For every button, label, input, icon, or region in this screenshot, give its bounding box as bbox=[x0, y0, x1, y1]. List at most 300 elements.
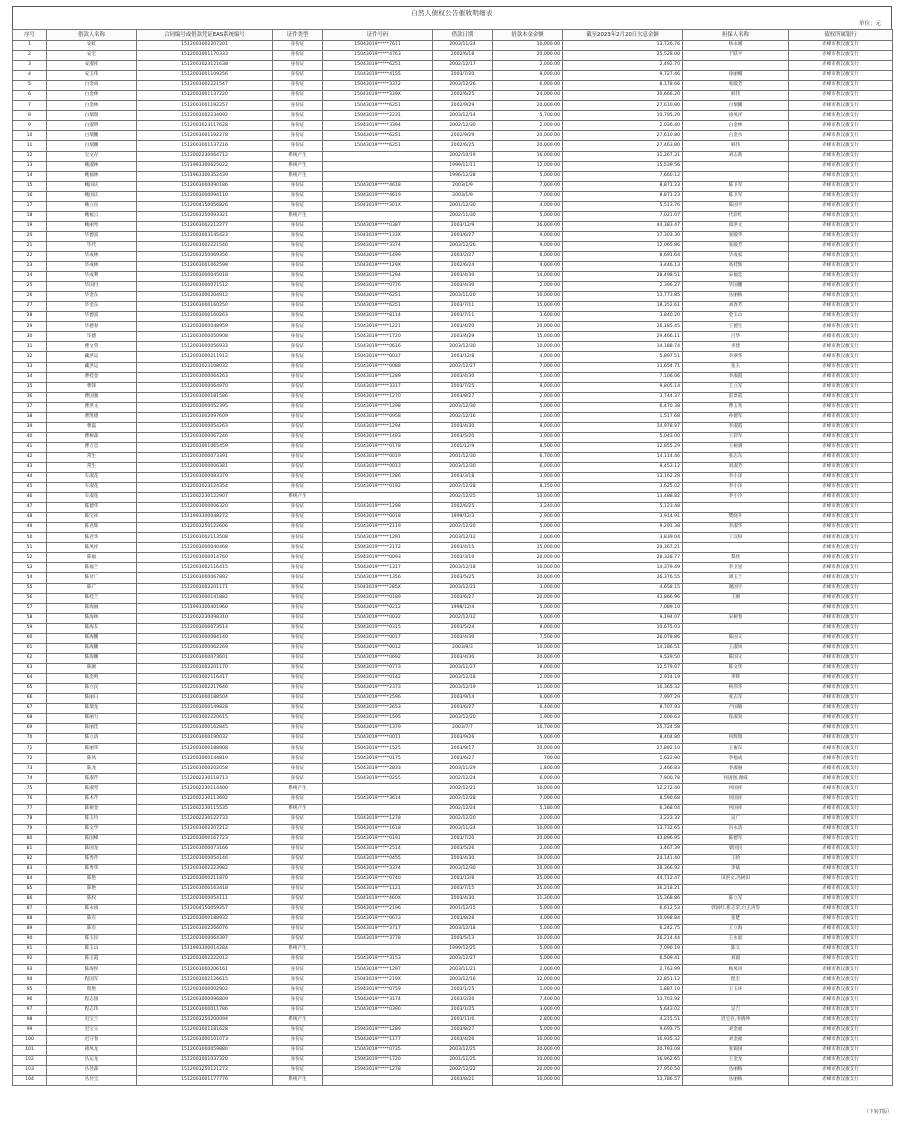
bank-branch: 赤峰市敖汉旗支行 bbox=[789, 51, 893, 61]
loan-date: 2003/5/13 bbox=[433, 935, 493, 945]
id-number: 15043019*****1289 bbox=[323, 372, 433, 382]
loan-date: 1999/11/11 bbox=[433, 161, 493, 171]
table-row bbox=[13, 493, 893, 503]
document-title: 自然人债权公告催收明细表 bbox=[12, 6, 892, 19]
contract-number: 1512003001192257 bbox=[137, 101, 273, 111]
id-type: 身份证 bbox=[273, 874, 323, 884]
principal-amount: 10,000.00 bbox=[493, 41, 563, 51]
interest-owed: 14,379.49 bbox=[563, 563, 683, 573]
interest-owed: 3,223.32 bbox=[563, 814, 683, 824]
contract-number: 1512002230098310 bbox=[137, 613, 273, 623]
contract-number: 1512003003145423 bbox=[137, 231, 273, 241]
loan-date: 2003/7/7 bbox=[433, 724, 493, 734]
table-row bbox=[13, 905, 893, 915]
guarantor-name: 宋福忠 bbox=[683, 272, 789, 282]
row-index: 86 bbox=[13, 894, 47, 904]
id-type: 身份证 bbox=[273, 724, 323, 734]
loan-date: 2003/12/25 bbox=[433, 1045, 493, 1055]
table-row bbox=[13, 794, 893, 804]
contract-number: 1512003000073514 bbox=[137, 623, 273, 633]
bank-branch: 赤峰市敖汉旗支行 bbox=[789, 171, 893, 181]
guarantor-name: 王树满 bbox=[683, 442, 789, 452]
bank-branch: 赤峰市敖汉旗支行 bbox=[789, 262, 893, 272]
row-index: 84 bbox=[13, 874, 47, 884]
loan-date: 2003/5/25 bbox=[433, 573, 493, 583]
table-row bbox=[13, 282, 893, 292]
row-index: 40 bbox=[13, 432, 47, 442]
bank-branch: 赤峰市敖汉旗支行 bbox=[789, 1015, 893, 1025]
interest-owed: 5,643.02 bbox=[563, 1005, 683, 1015]
id-number: 15043019*****1595 bbox=[323, 714, 433, 724]
borrower-name: 陈宝祥 bbox=[47, 513, 137, 523]
loan-date: 2003/9/3 bbox=[433, 643, 493, 653]
guarantor-name: 刘金福 bbox=[683, 1025, 789, 1035]
principal-amount: 20,000.00 bbox=[493, 834, 563, 844]
bank-branch: 赤峰市敖汉旗支行 bbox=[789, 131, 893, 141]
principal-amount: 11,000.00 bbox=[493, 684, 563, 694]
id-number: 15043019*****3778 bbox=[323, 935, 433, 945]
loan-date: 2003/4/30 bbox=[433, 894, 493, 904]
bank-branch: 赤峰市敖汉旗支行 bbox=[789, 884, 893, 894]
interest-owed: 13,162.28 bbox=[563, 473, 683, 483]
interest-owed: 44,383.47 bbox=[563, 221, 683, 231]
contract-number: 1512003000101073 bbox=[137, 1035, 273, 1045]
col-header: 担保人名称 bbox=[683, 30, 789, 41]
row-index: 87 bbox=[13, 905, 47, 915]
borrower-name: 陈玉玲 bbox=[47, 814, 137, 824]
id-number: 15043019*****2231 bbox=[323, 111, 433, 121]
table-row bbox=[13, 523, 893, 533]
row-index: 16 bbox=[13, 191, 47, 201]
id-type: 身份证 bbox=[273, 121, 323, 131]
id-type: 身份证 bbox=[273, 71, 323, 81]
loan-date: 2003/4/30 bbox=[433, 372, 493, 382]
contract-number: 1512003000054146 bbox=[137, 854, 273, 864]
interest-owed: 20,793.08 bbox=[563, 1045, 683, 1055]
row-index: 31 bbox=[13, 342, 47, 352]
borrower-name: 毕成利 bbox=[47, 272, 137, 282]
interest-owed: 16,962.65 bbox=[563, 1055, 683, 1065]
loan-date: 2003/1/25 bbox=[433, 985, 493, 995]
row-index: 97 bbox=[13, 1005, 47, 1015]
principal-amount: 5,000.00 bbox=[493, 905, 563, 915]
id-number: 15043019*****2596 bbox=[323, 694, 433, 704]
table-row bbox=[13, 352, 893, 362]
table-row bbox=[13, 171, 893, 181]
loan-date: 2002/12/27 bbox=[433, 362, 493, 372]
id-number: 15043019*****0958 bbox=[323, 412, 433, 422]
interest-owed: 13,786.57 bbox=[563, 1075, 683, 1085]
contract-number: 1512003000160263 bbox=[137, 312, 273, 322]
bank-branch: 赤峰市敖汉旗支行 bbox=[789, 91, 893, 101]
row-index: 74 bbox=[13, 774, 47, 784]
borrower-name: 丛付宝 bbox=[47, 1075, 137, 1085]
id-type: 身份证 bbox=[273, 553, 323, 563]
contract-number: 1512003001192278 bbox=[137, 131, 273, 141]
loan-date: 2003/7/15 bbox=[433, 884, 493, 894]
row-index: 90 bbox=[13, 935, 47, 945]
borrower-name: 陈君辉 bbox=[47, 523, 137, 533]
table-row bbox=[13, 372, 893, 382]
id-type: 身份证 bbox=[273, 312, 323, 322]
id-type: 身份证 bbox=[273, 452, 323, 462]
guarantor-name: 李卫星 bbox=[683, 563, 789, 573]
guarantor-name: 丛丽梅 bbox=[683, 292, 789, 302]
contract-number: 1512003000056933 bbox=[137, 342, 273, 352]
bank-branch: 赤峰市敖汉旗支行 bbox=[789, 452, 893, 462]
row-index: 101 bbox=[13, 1045, 47, 1055]
id-number: 15043019*****0759 bbox=[323, 985, 433, 995]
contract-number: 1512003000073391 bbox=[137, 452, 273, 462]
interest-owed: 2,914.19 bbox=[563, 673, 683, 683]
row-index: 93 bbox=[13, 965, 47, 975]
id-type: 身份证 bbox=[273, 704, 323, 714]
contract-number: 1512003000006381 bbox=[137, 462, 273, 472]
loan-date: 2003/7/25 bbox=[433, 382, 493, 392]
bank-branch: 赤峰市敖汉旗支行 bbox=[789, 1035, 893, 1045]
id-type: 身份证 bbox=[273, 573, 323, 583]
principal-amount: 3,000.00 bbox=[493, 1005, 563, 1015]
table-header-row bbox=[13, 30, 893, 41]
contract-number: 1512003000167723 bbox=[137, 834, 273, 844]
borrower-name: 鲍福云 bbox=[47, 211, 137, 221]
row-index: 27 bbox=[13, 302, 47, 312]
interest-owed: 14,186.51 bbox=[563, 643, 683, 653]
loan-date: 2003/5/20 bbox=[433, 432, 493, 442]
interest-owed: 7,021.07 bbox=[563, 211, 683, 221]
guarantor-name: 曹玉兆 bbox=[683, 402, 789, 412]
borrower-name: 陈文学 bbox=[47, 824, 137, 834]
principal-amount: 16,700.00 bbox=[493, 724, 563, 734]
borrower-name: 曹万忠 bbox=[47, 442, 137, 452]
bank-branch: 赤峰市敖汉旗支行 bbox=[789, 794, 893, 804]
principal-amount: 14,000.00 bbox=[493, 272, 563, 282]
id-type: 身份证 bbox=[273, 332, 323, 342]
id-number: 15043019*****8114 bbox=[323, 312, 433, 322]
bank-branch: 赤峰市敖汉旗支行 bbox=[789, 864, 893, 874]
id-number: 15043019*****0017 bbox=[323, 633, 433, 643]
guarantor-name bbox=[683, 623, 789, 633]
guarantor-name: 陈义 bbox=[683, 945, 789, 955]
loan-date: 2003/12/12 bbox=[433, 533, 493, 543]
bank-branch: 赤峰市敖汉旗支行 bbox=[789, 583, 893, 593]
interest-owed: 44,712.47 bbox=[563, 874, 683, 884]
bank-branch: 赤峰市敖汉旗支行 bbox=[789, 432, 893, 442]
bank-branch: 赤峰市敖汉旗支行 bbox=[789, 523, 893, 533]
loan-date: 2003/2/27 bbox=[433, 251, 493, 261]
borrower-name: 丛付森 bbox=[47, 1065, 137, 1075]
borrower-name: 陈金鸣 bbox=[47, 673, 137, 683]
borrower-name: 白金林 bbox=[47, 91, 137, 101]
row-index: 2 bbox=[13, 51, 47, 61]
borrower-name: 白瑞鹏 bbox=[47, 131, 137, 141]
contract-number: 1512003002223982 bbox=[137, 864, 273, 874]
interest-owed: 26,185.45 bbox=[563, 322, 683, 332]
interest-owed: 3,625.02 bbox=[563, 483, 683, 493]
table-row bbox=[13, 412, 893, 422]
id-number bbox=[323, 1015, 433, 1025]
borrower-name: 丛运龙 bbox=[47, 1055, 137, 1065]
row-index: 49 bbox=[13, 523, 47, 533]
guarantor-name: 张锡国 bbox=[683, 1045, 789, 1055]
id-type: 身份证 bbox=[273, 673, 323, 683]
principal-amount: 20,000.00 bbox=[493, 1065, 563, 1075]
loan-date: 2003/1/9 bbox=[433, 191, 493, 201]
contract-number: 1512003250200094 bbox=[137, 1015, 273, 1025]
loan-date: 2003/3/18 bbox=[433, 473, 493, 483]
table-row bbox=[13, 332, 893, 342]
table-row bbox=[13, 402, 893, 412]
loan-date: 2002/12/20 bbox=[433, 814, 493, 824]
bank-branch: 赤峰市敖汉旗支行 bbox=[789, 402, 893, 412]
row-index: 103 bbox=[13, 1065, 47, 1075]
principal-amount: 5,000.00 bbox=[493, 945, 563, 955]
id-number: 15043019*****0390 bbox=[323, 1005, 433, 1015]
bank-branch: 赤峰市敖汉旗支行 bbox=[789, 322, 893, 332]
guarantor-name bbox=[683, 724, 789, 734]
borrower-name: 陈福兰 bbox=[47, 563, 137, 573]
row-index: 48 bbox=[13, 513, 47, 523]
bank-branch: 赤峰市敖汉旗支行 bbox=[789, 372, 893, 382]
id-type: 身份证 bbox=[273, 744, 323, 754]
id-type: 身份证 bbox=[273, 41, 323, 51]
id-type: 系统产生 bbox=[273, 1015, 323, 1025]
guarantor-name bbox=[683, 61, 789, 71]
row-index: 79 bbox=[13, 824, 47, 834]
borrower-name: 陈玉山 bbox=[47, 945, 137, 955]
principal-amount: 5,000.00 bbox=[493, 955, 563, 965]
guarantor-name: 王立军 bbox=[683, 382, 789, 392]
id-number: 15043019*****0189 bbox=[323, 593, 433, 603]
id-number: 15043019*****1525 bbox=[323, 744, 433, 754]
table-row bbox=[13, 161, 893, 171]
loan-date: 2001/12/15 bbox=[433, 905, 493, 915]
contract-number: 1512002230122907 bbox=[137, 493, 273, 503]
id-number bbox=[323, 804, 433, 814]
contract-number: 1512003002212277 bbox=[137, 221, 273, 231]
principal-amount: 2,000.00 bbox=[493, 965, 563, 975]
guarantor-name: 郑洪文 bbox=[683, 221, 789, 231]
row-index: 102 bbox=[13, 1055, 47, 1065]
bank-branch: 赤峰市敖汉旗支行 bbox=[789, 1075, 893, 1085]
id-number: 15043019*****3153 bbox=[323, 955, 433, 965]
interest-owed: 10,998.84 bbox=[563, 915, 683, 925]
guarantor-name: 李淑霞 bbox=[683, 372, 789, 382]
table-row bbox=[13, 804, 893, 814]
bank-branch: 赤峰市敖汉旗支行 bbox=[789, 553, 893, 563]
table-row bbox=[13, 653, 893, 663]
row-index: 96 bbox=[13, 995, 47, 1005]
principal-amount: 1,800.00 bbox=[493, 764, 563, 774]
guarantor-name: 王刚 bbox=[683, 593, 789, 603]
borrower-name: 车淑花 bbox=[47, 473, 137, 483]
loan-date: 2003/1/25 bbox=[433, 1005, 493, 1015]
loan-date: 2003/7/11 bbox=[433, 302, 493, 312]
contract-number: 1512003000067246 bbox=[137, 432, 273, 442]
contract-number: 1512003000162845 bbox=[137, 724, 273, 734]
principal-amount: 25,000.00 bbox=[493, 884, 563, 894]
id-number bbox=[323, 211, 433, 221]
row-index: 29 bbox=[13, 322, 47, 332]
guarantor-name: 黎欣 bbox=[683, 553, 789, 563]
id-type: 身份证 bbox=[273, 241, 323, 251]
table-row bbox=[13, 382, 893, 392]
row-index: 34 bbox=[13, 372, 47, 382]
row-index: 75 bbox=[13, 784, 47, 794]
principal-amount: 5,700.00 bbox=[493, 111, 563, 121]
id-type: 身份证 bbox=[273, 81, 323, 91]
guarantor-name: 白金林 bbox=[683, 121, 789, 131]
id-number: 15043019*****0773 bbox=[323, 663, 433, 673]
principal-amount: 10,000.00 bbox=[493, 1035, 563, 1045]
guarantor-name: 卢国敏 bbox=[683, 704, 789, 714]
bank-branch: 赤峰市敖汉旗支行 bbox=[789, 925, 893, 935]
principal-amount: 5,000.00 bbox=[493, 211, 563, 221]
interest-owed: 5,513.76 bbox=[563, 201, 683, 211]
guarantor-name: 吴吉 bbox=[683, 1005, 789, 1015]
guarantor-name bbox=[683, 884, 789, 894]
principal-amount: 700.00 bbox=[493, 754, 563, 764]
id-type: 身份证 bbox=[273, 694, 323, 704]
contract-number: 1512003002113508 bbox=[137, 533, 273, 543]
row-index: 6 bbox=[13, 91, 47, 101]
borrower-name: 陈国峰 bbox=[47, 834, 137, 844]
borrower-name: 陈艳 bbox=[47, 874, 137, 884]
loan-date: 2002/12/20 bbox=[433, 523, 493, 533]
row-index: 51 bbox=[13, 543, 47, 553]
bank-branch: 赤峰市敖汉旗支行 bbox=[789, 251, 893, 261]
principal-amount: 5,000.00 bbox=[493, 613, 563, 623]
borrower-name: 陈永国 bbox=[47, 905, 137, 915]
row-index: 71 bbox=[13, 744, 47, 754]
principal-amount: 2,800.00 bbox=[493, 1015, 563, 1025]
contract-number: 1512003000160250 bbox=[137, 302, 273, 312]
table-row bbox=[13, 91, 893, 101]
borrower-name: 褚凤龙 bbox=[47, 1045, 137, 1055]
loan-date: 2002/12/16 bbox=[433, 412, 493, 422]
guarantor-name bbox=[683, 503, 789, 513]
interest-owed: 8,871.23 bbox=[563, 181, 683, 191]
interest-owed: 7,900.78 bbox=[563, 774, 683, 784]
principal-amount: 6,000.00 bbox=[493, 81, 563, 91]
row-index: 54 bbox=[13, 573, 47, 583]
interest-owed: 25,724.58 bbox=[563, 724, 683, 734]
guarantor-name: 何国祥 bbox=[683, 784, 789, 794]
table-row bbox=[13, 462, 893, 472]
bank-branch: 赤峰市敖汉旗支行 bbox=[789, 965, 893, 975]
borrower-name: 藏洪运 bbox=[47, 352, 137, 362]
bank-branch: 赤峰市敖汉旗支行 bbox=[789, 804, 893, 814]
bank-branch: 赤峰市敖汉旗支行 bbox=[789, 894, 893, 904]
contract-number: 1512003000064263 bbox=[137, 372, 273, 382]
borrower-name: 迟宝玉 bbox=[47, 1025, 137, 1035]
bank-branch: 赤峰市敖汉旗支行 bbox=[789, 784, 893, 794]
bank-branch: 赤峰市敖汉旗支行 bbox=[789, 995, 893, 1005]
principal-amount: 7,000.00 bbox=[493, 181, 563, 191]
id-type: 身份证 bbox=[273, 844, 323, 854]
loan-date: 2003/5/26 bbox=[433, 844, 493, 854]
table-row bbox=[13, 704, 893, 714]
interest-owed: 31,267.31 bbox=[563, 151, 683, 161]
id-number: 15043019*****1270 bbox=[323, 392, 433, 402]
contract-number: 1512002230113692 bbox=[137, 794, 273, 804]
unit-label: 单位：元 bbox=[12, 19, 892, 29]
principal-amount: 25,000.00 bbox=[493, 874, 563, 884]
row-index: 83 bbox=[13, 864, 47, 874]
id-number: 15043019*****1278 bbox=[323, 1065, 433, 1075]
borrower-name: 陈福 bbox=[47, 553, 137, 563]
id-type: 系统产生 bbox=[273, 804, 323, 814]
interest-owed: 29,367.21 bbox=[563, 543, 683, 553]
row-index: 47 bbox=[13, 503, 47, 513]
bank-branch: 赤峰市敖汉旗支行 bbox=[789, 714, 893, 724]
id-type: 身份证 bbox=[273, 1035, 323, 1045]
borrower-name: 鲍国庆 bbox=[47, 181, 137, 191]
contract-number: 1512003000188504 bbox=[137, 694, 273, 704]
loan-date: 2003/4/30 bbox=[433, 422, 493, 432]
table-row bbox=[13, 643, 893, 653]
id-type: 身份证 bbox=[273, 714, 323, 724]
row-index: 62 bbox=[13, 653, 47, 663]
row-index: 73 bbox=[13, 764, 47, 774]
bank-branch: 赤峰市敖汉旗支行 bbox=[789, 623, 893, 633]
loan-date: 2003/12/26 bbox=[433, 241, 493, 251]
contract-number: 1511993300401960 bbox=[137, 603, 273, 613]
principal-amount: 20,000.00 bbox=[493, 1045, 563, 1055]
table-row bbox=[13, 241, 893, 251]
loan-date: 2003/11/27 bbox=[433, 663, 493, 673]
loan-date: 2002/6/25 bbox=[433, 141, 493, 151]
id-number: 15043019*****0387 bbox=[323, 221, 433, 231]
bank-branch: 赤峰市敖汉旗支行 bbox=[789, 663, 893, 673]
bank-branch: 赤峰市敖汉旗支行 bbox=[789, 231, 893, 241]
id-number: 15043019*****129X bbox=[323, 262, 433, 272]
principal-amount: 6,000.00 bbox=[493, 251, 563, 261]
principal-amount: 7,500.00 bbox=[493, 633, 563, 643]
contract-number: 1512003002222012 bbox=[137, 955, 273, 965]
id-number: 15043019*****4619 bbox=[323, 191, 433, 201]
guarantor-name: 冯永清 bbox=[683, 824, 789, 834]
id-type: 身份证 bbox=[273, 975, 323, 985]
principal-amount: 20,000.00 bbox=[493, 51, 563, 61]
contract-number: 1512003000050908 bbox=[137, 332, 273, 342]
row-index: 8 bbox=[13, 111, 47, 121]
row-index: 4 bbox=[13, 71, 47, 81]
id-number: 15043019*****0037 bbox=[323, 352, 433, 362]
table-row bbox=[13, 945, 893, 955]
loan-date: 2003/12/30 bbox=[433, 462, 493, 472]
contract-number: 1512003002266076 bbox=[137, 925, 273, 935]
table-row bbox=[13, 1015, 893, 1025]
principal-amount: 8,000.00 bbox=[493, 623, 563, 633]
loan-date: 2003/12/14 bbox=[433, 111, 493, 121]
guarantor-name: 徐丽娜 bbox=[683, 71, 789, 81]
borrower-name: 陈海鹏 bbox=[47, 643, 137, 653]
row-index: 26 bbox=[13, 292, 47, 302]
guarantor-name bbox=[683, 603, 789, 613]
row-index: 7 bbox=[13, 101, 47, 111]
interest-owed: 12,855.29 bbox=[563, 442, 683, 452]
row-index: 89 bbox=[13, 925, 47, 935]
contract-number: 1512003002207212 bbox=[137, 824, 273, 834]
principal-amount: 7,000.00 bbox=[493, 191, 563, 201]
guarantor-name: 何国祥 bbox=[683, 804, 789, 814]
id-number: 15043019*****1289 bbox=[323, 1025, 433, 1035]
interest-owed: 15,368.86 bbox=[563, 894, 683, 904]
borrower-name: 曹洪文 bbox=[47, 402, 137, 412]
id-type: 身份证 bbox=[273, 523, 323, 533]
table-row bbox=[13, 573, 893, 583]
